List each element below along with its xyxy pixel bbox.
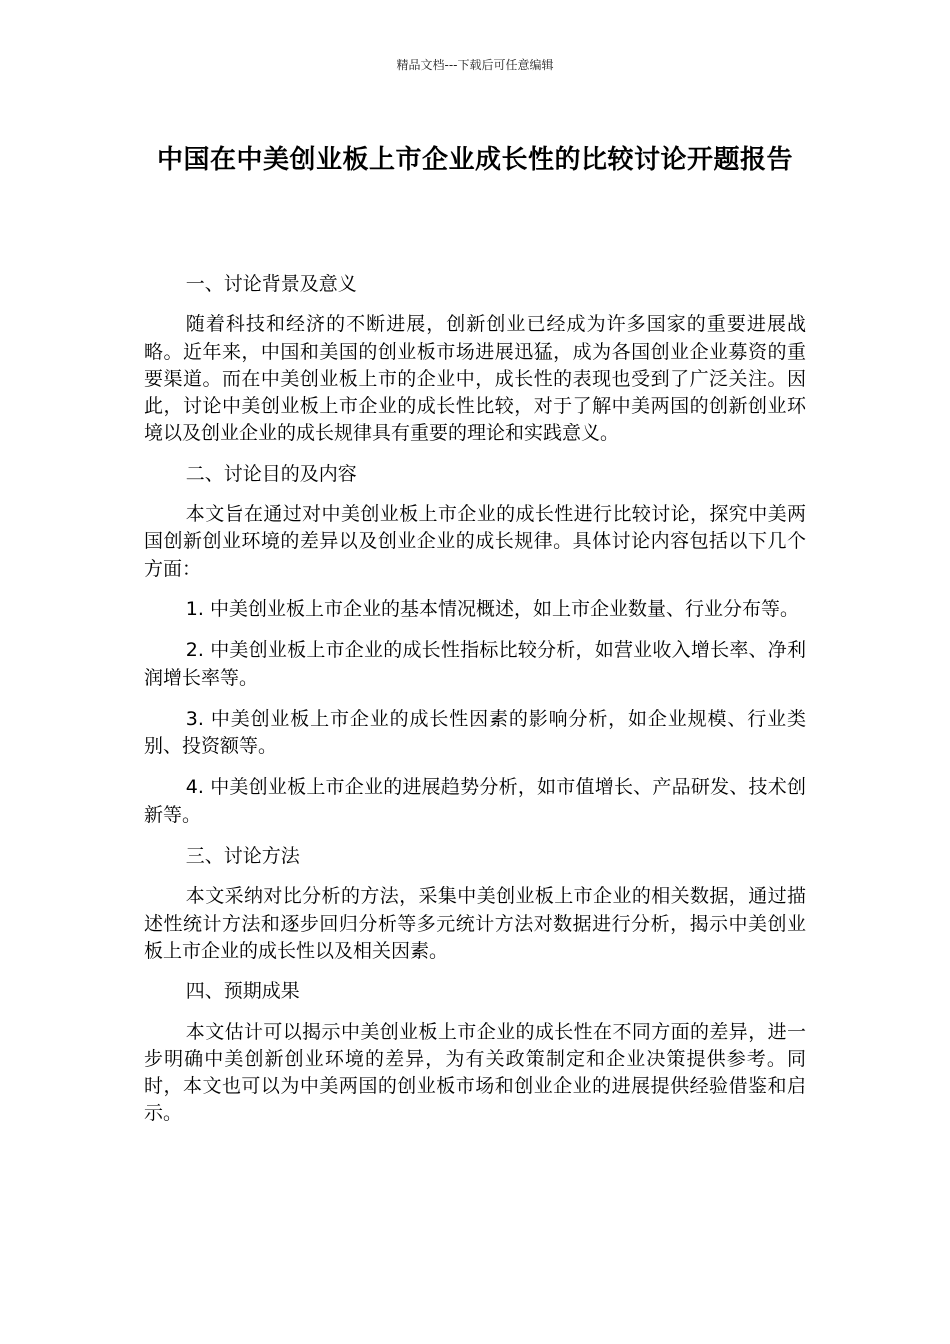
paragraph-purpose: 本文旨在通过对中美创业板上市企业的成长性进行比较讨论，探究中美两国创新创业环境的差异以及创业企业的成长规律。具体讨论内容包括以下几个方面： xyxy=(144,503,806,580)
section-heading-results: 四、预期成果 xyxy=(185,980,300,1003)
section-heading-background: 一、讨论背景及意义 xyxy=(185,273,357,295)
list-item: 3. 中美创业板上市企业的成长性因素的影响分析，如企业规模、行业类别、投资额等。 xyxy=(144,707,806,758)
list-item: 1. 中美创业板上市企业的基本情况概述，如上市企业数量、行业分布等。 xyxy=(185,597,799,620)
list-item: 2. 中美创业板上市企业的成长性指标比较分析，如营业收入增长率、净利润增长率等。 xyxy=(144,639,806,689)
paragraph-background: 随着科技和经济的不断进展，创新创业已经成为许多国家的重要进展战略。近年来，中国和美国的创业板市场进展迅猛，成为各国创业企业募资的重要渠道。而在中美创业板上市的企业中，成长性的表现也受到了广泛关注。因此，讨论中美创业板上市企业的成长性比较，对于了解中美两国的创新创业环境以及创业企业的成长规律具有重要的理论和实践意义。 xyxy=(144,313,806,445)
document-title: 中国在中美创业板上市企业成长性的比较讨论开题报告 xyxy=(156,145,793,175)
page-header: 精品文档---下载后可任意编辑 xyxy=(396,58,554,72)
paragraph-results: 本文估计可以揭示中美创业板上市企业的成长性在不同方面的差异，进一步明确中美创新创业环境的差异，为有关政策制定和企业决策提供参考。同时，本文也可以为中美两国的创业板市场和创业企业的进展提供经验借鉴和启示。 xyxy=(144,1020,806,1125)
paragraph-method: 本文采纳对比分析的方法，采集中美创业板上市企业的相关数据，通过描述性统计方法和逐步回归分析等多元统计方法对数据进行分析，揭示中美创业板上市企业的成长性以及相关因素。 xyxy=(144,885,806,962)
document-body xyxy=(144,271,806,1141)
section-heading-purpose: 二、讨论目的及内容 xyxy=(185,462,357,485)
section-heading-method: 三、讨论方法 xyxy=(185,845,300,868)
list-item: 4. 中美创业板上市企业的进展趋势分析，如市值增长、产品研发、技术创新等。 xyxy=(144,776,806,826)
